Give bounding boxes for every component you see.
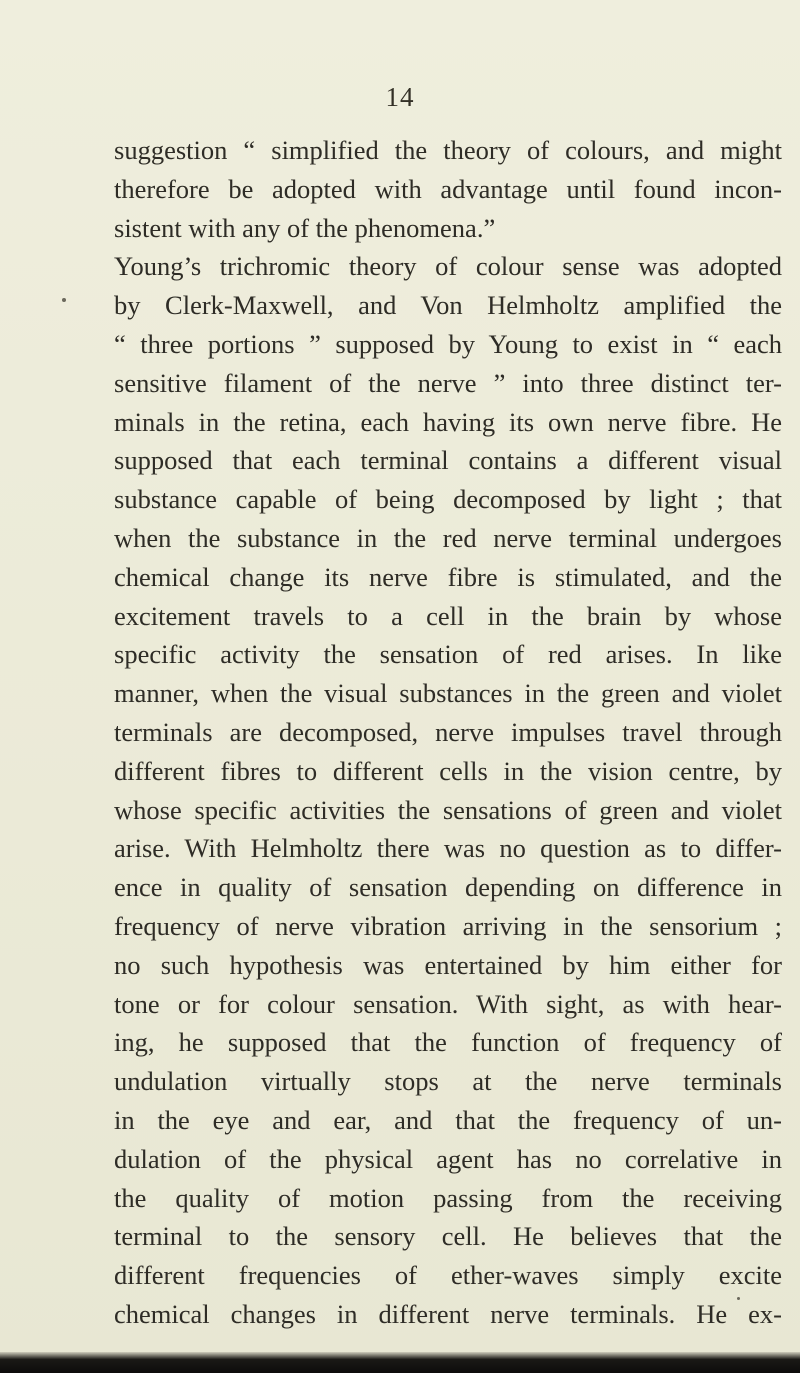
text-line: therefore be adopted with advantage until found incon-: [114, 173, 782, 204]
text-line: when the substance in the red nerve terminal undergoes: [114, 522, 782, 553]
text-line: by Clerk-Maxwell, and Von Helmholtz amplified the: [114, 290, 782, 321]
text-line: different fibres to different cells in the vision centre, by: [114, 755, 782, 786]
text-line: Young’s trichromic theory of colour sense was adopted: [114, 251, 782, 282]
text-line: “ three portions ” supposed by Young to exist in “ each: [114, 328, 782, 359]
text-line: ing, he supposed that the function of frequency of: [114, 1027, 782, 1058]
text-line: the quality of motion passing from the receiving: [114, 1182, 782, 1213]
text-line: ence in quality of sensation depending on difference in: [114, 872, 782, 903]
text-line: sensitive filament of the nerve ” into three distinct ter-: [114, 367, 782, 398]
text-line: sistent with any of the phenomena.”: [114, 212, 496, 243]
text-line: tone or for colour sensation. With sight, as with hear-: [114, 988, 782, 1019]
page-number: 14: [385, 82, 415, 112]
text-line: chemical changes in different nerve terminals. He ex-: [114, 1298, 782, 1329]
text-line: chemical change its nerve fibre is stimulated, and the: [114, 561, 782, 592]
text-line: excitement travels to a cell in the brain by whose: [114, 600, 782, 631]
text-line: supposed that each terminal contains a different visual: [114, 445, 782, 476]
text-line: substance capable of being decomposed by light ; that: [114, 484, 782, 515]
text-line: undulation virtually stops at the nerve terminals: [114, 1066, 782, 1097]
text-line: frequency of nerve vibration arriving in the sensorium ;: [114, 910, 782, 941]
text-line: arise. With Helmholtz there was no question as to differ-: [114, 833, 782, 864]
text-line: dulation of the physical agent has no correlative in: [114, 1143, 782, 1174]
text-line: in the eye and ear, and that the frequency of un-: [114, 1104, 782, 1135]
text-line: different frequencies of ether-waves simply excite: [114, 1260, 782, 1291]
margin-mark: [62, 298, 66, 302]
text-line: terminals are decomposed, nerve impulses travel through: [114, 716, 782, 747]
text-line: minals in the retina, each having its own nerve fibre. He: [114, 406, 782, 437]
text-line: specific activity the sensation of red arises. In like: [114, 639, 782, 670]
text-line: no such hypothesis was entertained by him either for: [114, 949, 782, 980]
body-text: [114, 131, 782, 1334]
text-line: suggestion “ simplified the theory of colours, and might: [114, 135, 782, 165]
text-line: terminal to the sensory cell. He believes that the: [114, 1221, 782, 1252]
text-line: whose specific activities the sensations of green and violet: [114, 794, 782, 825]
text-line: manner, when the visual substances in the green and violet: [114, 678, 782, 709]
scan-bottom-edge: [0, 1352, 800, 1373]
